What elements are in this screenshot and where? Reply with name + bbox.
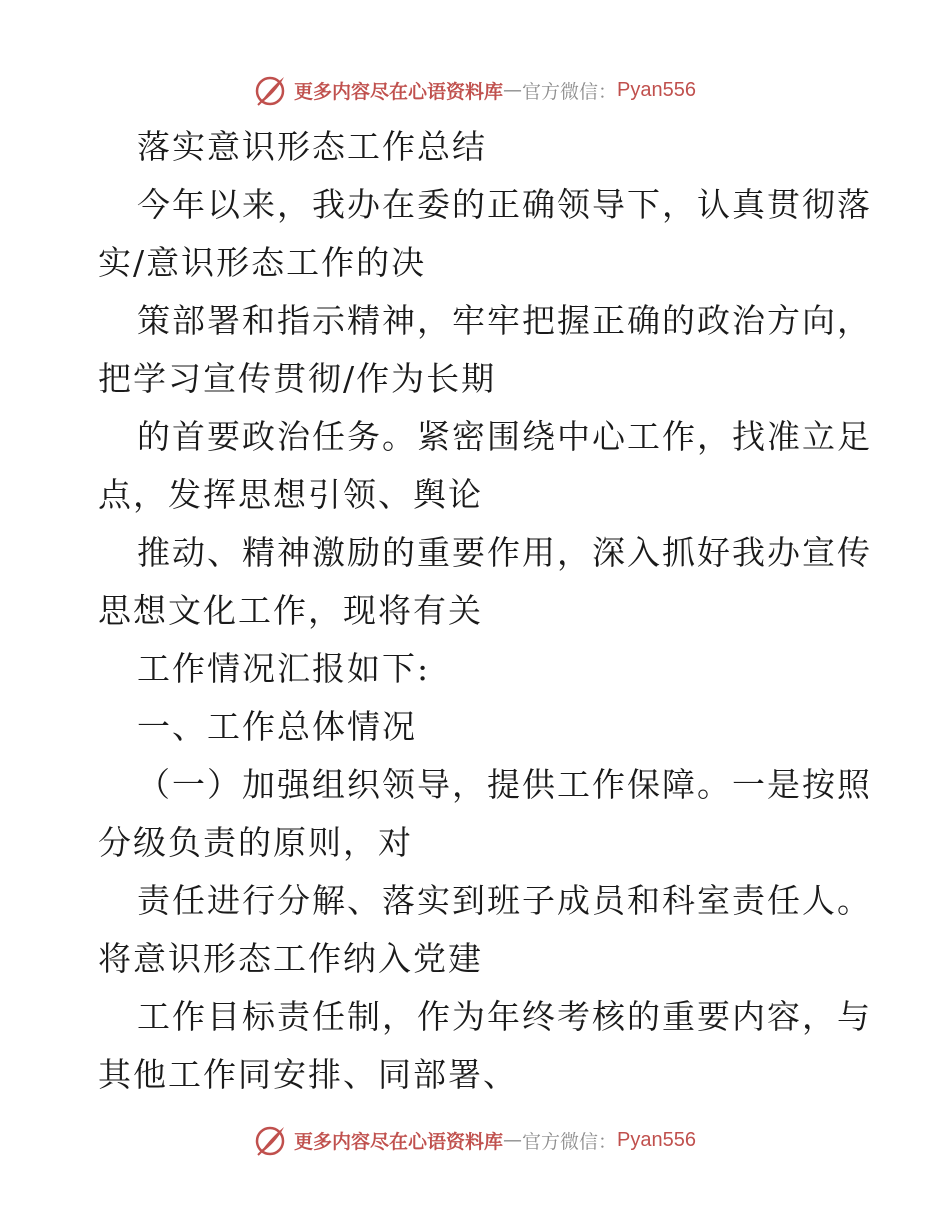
banner-wechat-id: Pyan556 (617, 1128, 696, 1151)
paragraph-line: 责任进行分解、落实到班子成员和科室责任人。 (137, 881, 872, 920)
paragraph-line: 将意识形态工作纳入党建 (98, 939, 483, 978)
paragraph-line: 工作目标责任制，作为年终考核的重要内容，与 (137, 997, 872, 1036)
paragraph-line: （一）加强组织领导，提供工作保障。一是按照 (137, 765, 872, 804)
banner-promo-text: 更多内容尽在心语资料库 (294, 1130, 504, 1153)
paragraph-line: 实/意识形态工作的决 (98, 243, 427, 282)
paragraph-line: 其他工作同安排、同部署、 (98, 1055, 518, 1094)
feather-pen-logo-icon (254, 73, 288, 107)
paragraph-line: 的首要政治任务。紧密围绕中心工作，找准立足 (137, 417, 872, 456)
paragraph-line: 策部署和指示精神，牢牢把握正确的政治方向， (137, 301, 872, 340)
banner-wechat-id: Pyan556 (617, 78, 696, 101)
header-banner (0, 70, 950, 110)
paragraph-line: 分级负责的原则，对 (98, 823, 413, 862)
document-title: 落实意识形态工作总结 (137, 127, 487, 166)
paragraph-line: 点，发挥思想引领、舆论 (98, 475, 483, 514)
paragraph-line: 今年以来，我办在委的正确领导下，认真贯彻落 (137, 185, 872, 224)
paragraph-line: 把学习宣传贯彻/作为长期 (98, 359, 497, 398)
footer-banner (0, 1120, 950, 1160)
banner-wechat-label: 官方微信： (522, 80, 618, 103)
section-heading: 一、工作总体情况 (137, 707, 417, 746)
banner-dash: — (503, 79, 523, 101)
paragraph-line: 推动、精神激励的重要作用，深入抓好我办宣传 (137, 533, 872, 572)
banner-promo-text: 更多内容尽在心语资料库 (294, 80, 504, 103)
banner-dash: — (503, 1129, 523, 1151)
paragraph-line: 思想文化工作，现将有关 (98, 591, 483, 630)
banner-wechat-label: 官方微信： (522, 1130, 618, 1153)
paragraph-line: 工作情况汇报如下: (137, 649, 431, 688)
feather-pen-logo-icon (254, 1123, 288, 1157)
